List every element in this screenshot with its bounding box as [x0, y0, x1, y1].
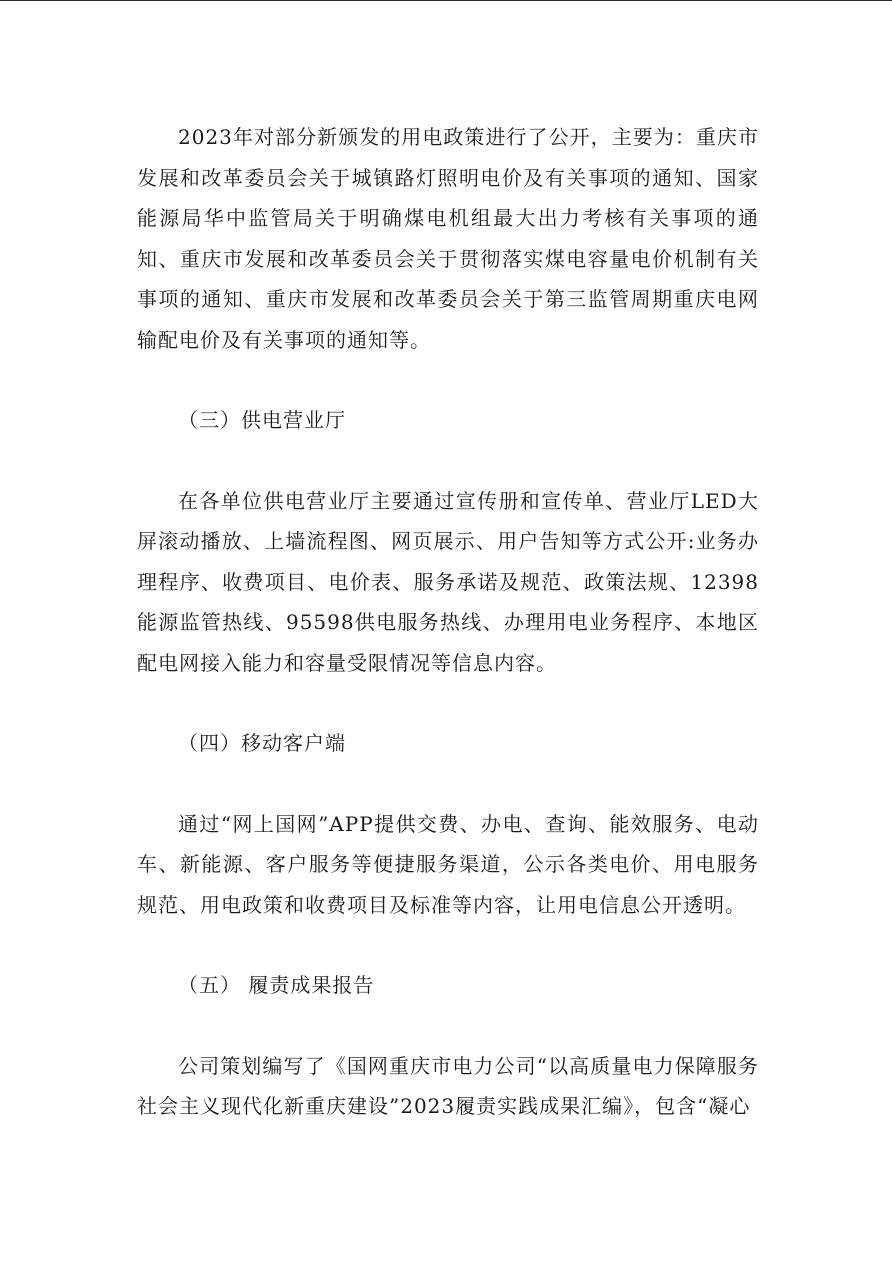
paragraph-gap: [137, 360, 759, 400]
paragraph-gap: [137, 441, 759, 481]
document-body: [137, 117, 759, 1127]
paragraph-gap: [137, 925, 759, 965]
paragraph-report: 公司策划编写了《国网重庆市电力公司“以高质量电力保障服务社会主义现代化新重庆建设”2023履责实践成果汇编》，包含“凝心: [137, 1053, 759, 1118]
section-heading-service-hall: （三）供电营业厅: [178, 408, 346, 432]
section-heading-report: （五） 履责成果报告: [178, 973, 375, 997]
paragraph-gap: [137, 764, 759, 804]
paragraph-service-hall: 在各单位供电营业厅主要通过宣传册和宣传单、营业厅LED大屏滚动播放、上墙流程图、网页展示、用户告知等方式公开:业务办理程序、收费项目、电价表、服务承诺及规范、政策法规、12398能源监管热线、95598供电服务热线、办理用电业务程序、本地区配电网接入能力和容量受限情况等信息内容。: [137, 488, 759, 675]
paragraph-policy-disclosure: 2023年对部分新颁发的用电政策进行了公开，主要为：重庆市发展和改革委员会关于城镇路灯照明电价及有关事项的通知、国家能源局华中监管局关于明确煤电机组最大出力考核有关事项的通知、重庆市发展和改革委员会关于贯彻落实煤电容量电价机制有关事项的通知、重庆市发展和改革委员会关于第三监管周期重庆电网输配电价及有关事项的通知等。: [137, 125, 759, 352]
section-heading-mobile-client: （四）移动客户端: [178, 731, 346, 755]
paragraph-gap: [137, 1006, 759, 1046]
paragraph-gap: [137, 683, 759, 723]
paragraph-mobile-client: 通过“网上国网”APP提供交费、办电、查询、能效服务、电动车、新能源、客户服务等便捷服务渠道，公示各类电价、用电服务规范、用电政策和收费项目及标准等内容，让用电信息公开透明。: [137, 811, 759, 917]
